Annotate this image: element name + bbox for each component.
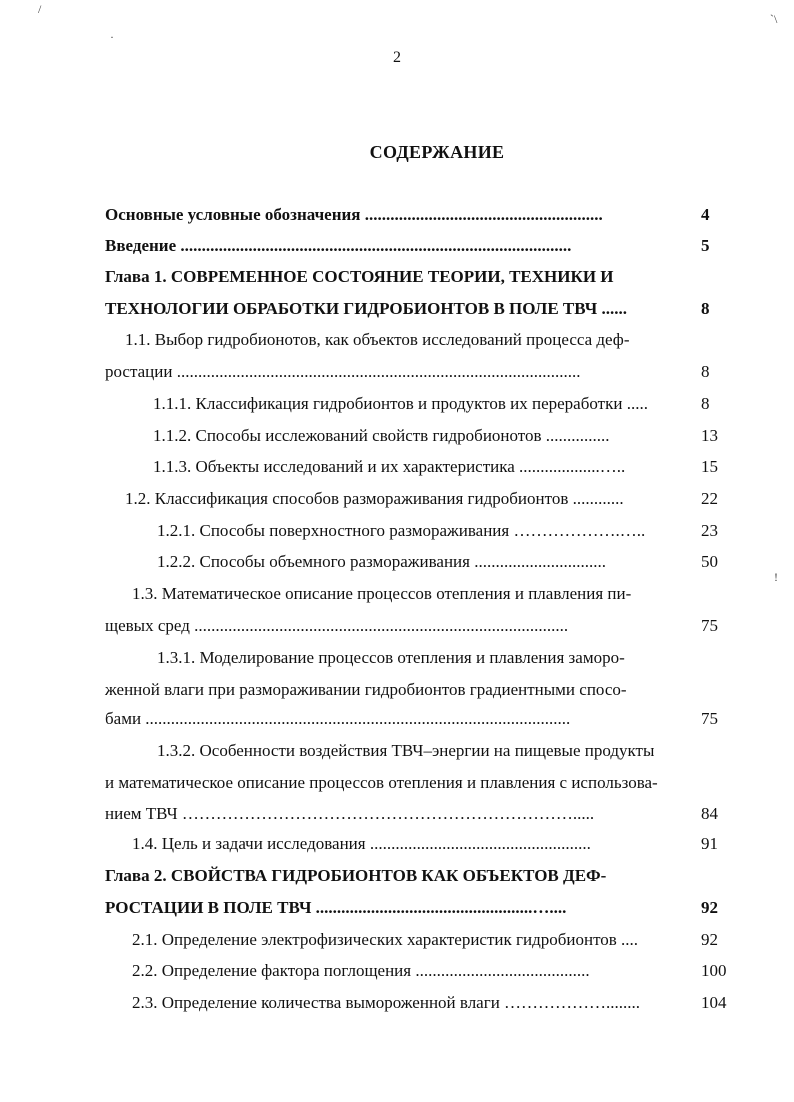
- toc-entry: 2.3. Определение количества вымороженной влаги ………………........ 104: [132, 993, 727, 1012]
- toc-entry: нием ТВЧ ……………………………………………………………..... 84: [105, 804, 718, 823]
- toc-entry: 1.3. Математическое описание процессов отепления и плавления пи-: [132, 584, 632, 603]
- toc-entry: женной влаги при размораживании гидробионтов градиентными спосо-: [105, 680, 627, 699]
- toc-entry: РОСТАЦИИ В ПОЛЕ ТВЧ ...................................................….... 92: [105, 898, 718, 917]
- scan-mark: !: [774, 570, 778, 584]
- scan-mark: /: [38, 2, 42, 16]
- toc-entry: 1.2.2. Способы объемного размораживания ............................... 50: [157, 552, 718, 571]
- page-number: 2: [393, 49, 401, 66]
- toc-entry: 1.2. Классификация способов размораживания гидробионтов ............ 22: [125, 489, 718, 508]
- toc-entry: 1.1.2. Способы исслежований свойств гидробионотов ............... 13: [153, 426, 718, 445]
- toc-entry: Глава 1. СОВРЕМЕННОЕ СОСТОЯНИЕ ТЕОРИИ, ТЕХНИКИ И: [105, 267, 614, 286]
- toc-entry: ТЕХНОЛОГИИ ОБРАБОТКИ ГИДРОБИОНТОВ В ПОЛЕ ТВЧ ...... 8: [105, 299, 710, 318]
- toc-entry: щевых сред ........................................................................................ 75: [105, 616, 718, 635]
- toc-entry: Глава 2. СВОЙСТВА ГИДРОБИОНТОВ КАК ОБЪЕКТОВ ДЕФ-: [105, 866, 607, 885]
- page-title: СОДЕРЖАНИЕ: [369, 142, 505, 162]
- toc-entry: 2.2. Определение фактора поглощения ......................................... 100: [132, 961, 727, 980]
- toc-entry: 1.2.1. Способы поверхностного размораживания ……………….….. 23: [157, 521, 718, 540]
- toc-entry: ростации ............................................................................................... 8: [105, 362, 710, 381]
- toc-entry: и математическое описание процессов отепления и плавления с использова-: [105, 773, 658, 792]
- toc-entry: 1.1.3. Объекты исследований и их характеристика ...................….. 15: [153, 457, 718, 476]
- toc-entry: Введение ............................................................................................ 5: [105, 236, 710, 255]
- toc-entry: 1.1. Выбор гидробионотов, как объектов исследований процесса деф-: [125, 330, 630, 349]
- scan-mark: ·: [110, 30, 114, 44]
- toc-entry: 2.1. Определение электрофизических характеристик гидробионтов .... 92: [132, 930, 718, 949]
- toc-entry: 1.4. Цель и задачи исследования .................................................... 91: [132, 834, 718, 853]
- toc-entry: 1.1.1. Классификация гидробионтов и продуктов их переработки ..... 8: [153, 394, 710, 413]
- scan-mark: `\: [770, 12, 778, 26]
- toc-entry: Основные условные обозначения ........................................................ 4: [105, 205, 710, 224]
- toc-entry: 1.3.1. Моделирование процессов отепления и плавления заморо-: [157, 648, 625, 667]
- toc-entry: 1.3.2. Особенности воздействия ТВЧ–энергии на пищевые продукты: [157, 741, 655, 760]
- toc-entry: бами .................................................................................................... 75: [105, 709, 718, 728]
